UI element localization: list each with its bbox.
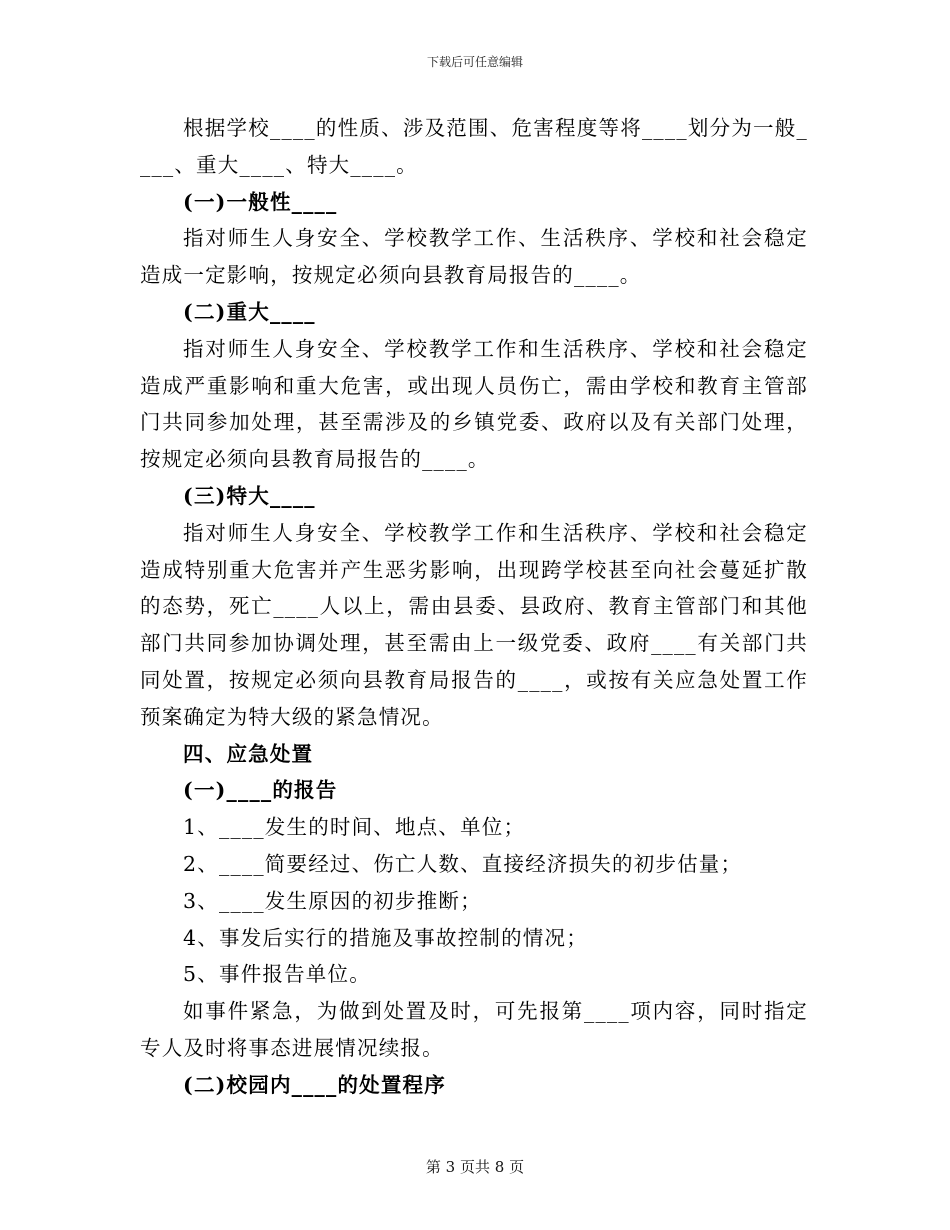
heading-emergency: 四、应急处置	[183, 741, 314, 766]
list-item: 3、____发生原因的初步推断；	[183, 888, 482, 913]
heading-report: (一)____的报告	[183, 778, 338, 803]
list-item: 4、事发后实行的措施及事故控制的情况；	[183, 925, 588, 950]
heading-procedure: (二)校园内____的处置程序	[183, 1072, 446, 1097]
paragraph-general: 指对师生人身安全、学校教学工作、生活秩序、学校和社会稳定造成一定影响，按规定必须向县教育局报告的____。	[140, 226, 808, 288]
paragraph-urgent: 如事件紧急，为做到处置及时，可先报第____项内容，同时指定专人及时将事态进展情况续报。	[140, 999, 808, 1060]
heading-major: (二)重大____	[183, 299, 316, 324]
heading-extraordinary: (三)特大____	[183, 483, 316, 508]
page-footer: 第 3 页共 8 页	[425, 1158, 525, 1176]
list-item: 1、____发生的时间、地点、单位；	[183, 815, 526, 840]
heading-general: (一)一般性____	[183, 189, 338, 214]
paragraph-extraordinary: 指对师生人身安全、学校教学工作和生活秩序、学校和社会稳定造成特别重大危害并产生恶劣影响，出现跨学校甚至向社会蔓延扩散的态势，死亡____人以上，需由县委、县政府、教育主管部门和其他部门共同参加协调处理，甚至需由上一级党委、政府____有关部门共同处置，按规定必须向县教育局报告的____，或按有关应急处置工作预案确定为特大级的紧急情况。	[140, 520, 808, 729]
paragraph-classification: 根据学校____的性质、涉及范围、危害程度等将____划分为一般____、重大____、特大____。	[140, 116, 808, 177]
paragraph-major: 指对师生人身安全、学校教学工作和生活秩序、学校和社会稳定造成严重影响和重大危害，或出现人员伤亡，需由学校和教育主管部门共同参加处理，甚至需涉及的乡镇党委、政府以及有关部门处理，按规定必须向县教育局报告的____。	[140, 336, 808, 472]
list-item: 5、事件报告单位。	[183, 962, 371, 987]
page-header: 下载后可任意编辑	[426, 55, 523, 69]
list-item: 2、____简要经过、伤亡人数、直接经济损失的初步估量；	[183, 851, 743, 876]
document-body	[140, 110, 808, 1104]
